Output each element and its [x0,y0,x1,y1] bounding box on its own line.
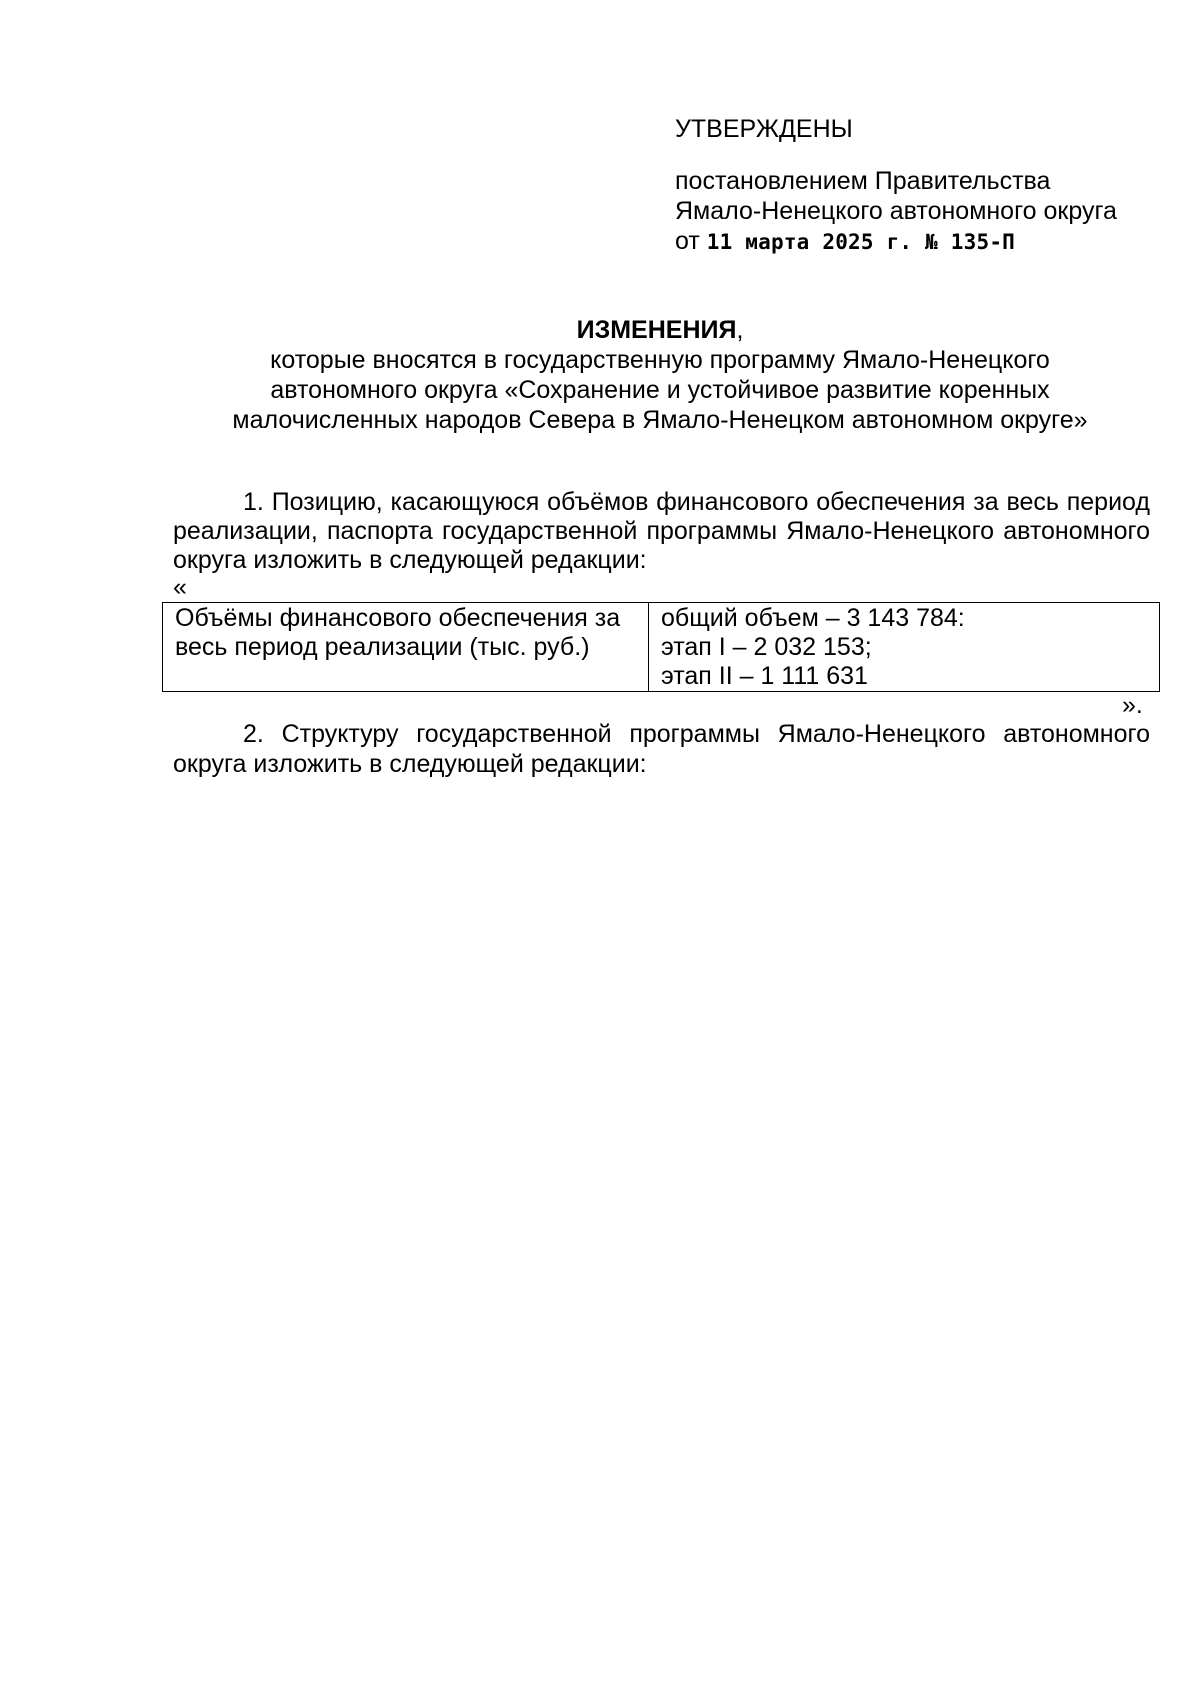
table-row [163,603,1160,692]
document-title [160,315,1160,435]
title-heading-suffix: , [736,316,744,344]
approval-stamp [675,114,1155,257]
date-prefix: от [675,227,707,255]
quote-close: ». [1122,691,1143,719]
approval-line-2: Ямало-Ненецкого автономного округа [675,197,1117,225]
paragraph-2-text: 2. Структуру государственной программы Ямало-Ненецкого автономного округа изложить в следующей редакции: [173,720,1150,778]
financing-total: общий объем – 3 143 784: [661,604,965,632]
title-line-1: которые вносятся в государственную программу Ямало-Ненецкого [270,346,1050,374]
financing-stage-2: этап II – 1 111 631 [661,662,868,690]
financing-values-cell [649,603,1160,692]
paragraph-1 [173,488,1150,575]
approval-date-line [675,226,1155,257]
financing-label-cell: Объёмы финансового обеспечения за весь период реализации (тыс. руб.) [163,603,649,692]
financing-table [162,602,1160,692]
title-heading-line [160,315,1160,345]
quote-open: « [173,573,187,601]
approved-label: УТВЕРЖДЕНЫ [675,115,853,143]
paragraph-1-text: 1. Позицию, касающуюся объёмов финансового обеспечения за весь период реализации, паспорта государственной программы Ямало-Ненецкого автономного округа изложить в следующей редакции: [173,488,1150,574]
title-line-3: малочисленных народов Севера в Ямало-Ненецком автономном округе» [232,406,1088,434]
title-line-2: автономного округа «Сохранение и устойчивое развитие коренных [270,376,1050,404]
approval-line-1: постановлением Правительства [675,167,1051,195]
financing-stage-1: этап I – 2 032 153; [661,633,872,661]
title-heading: ИЗМЕНЕНИЯ [576,316,737,344]
paragraph-2 [173,719,1150,779]
decree-date-number: 11 марта 2025 г. № 135-П [706,230,1015,254]
